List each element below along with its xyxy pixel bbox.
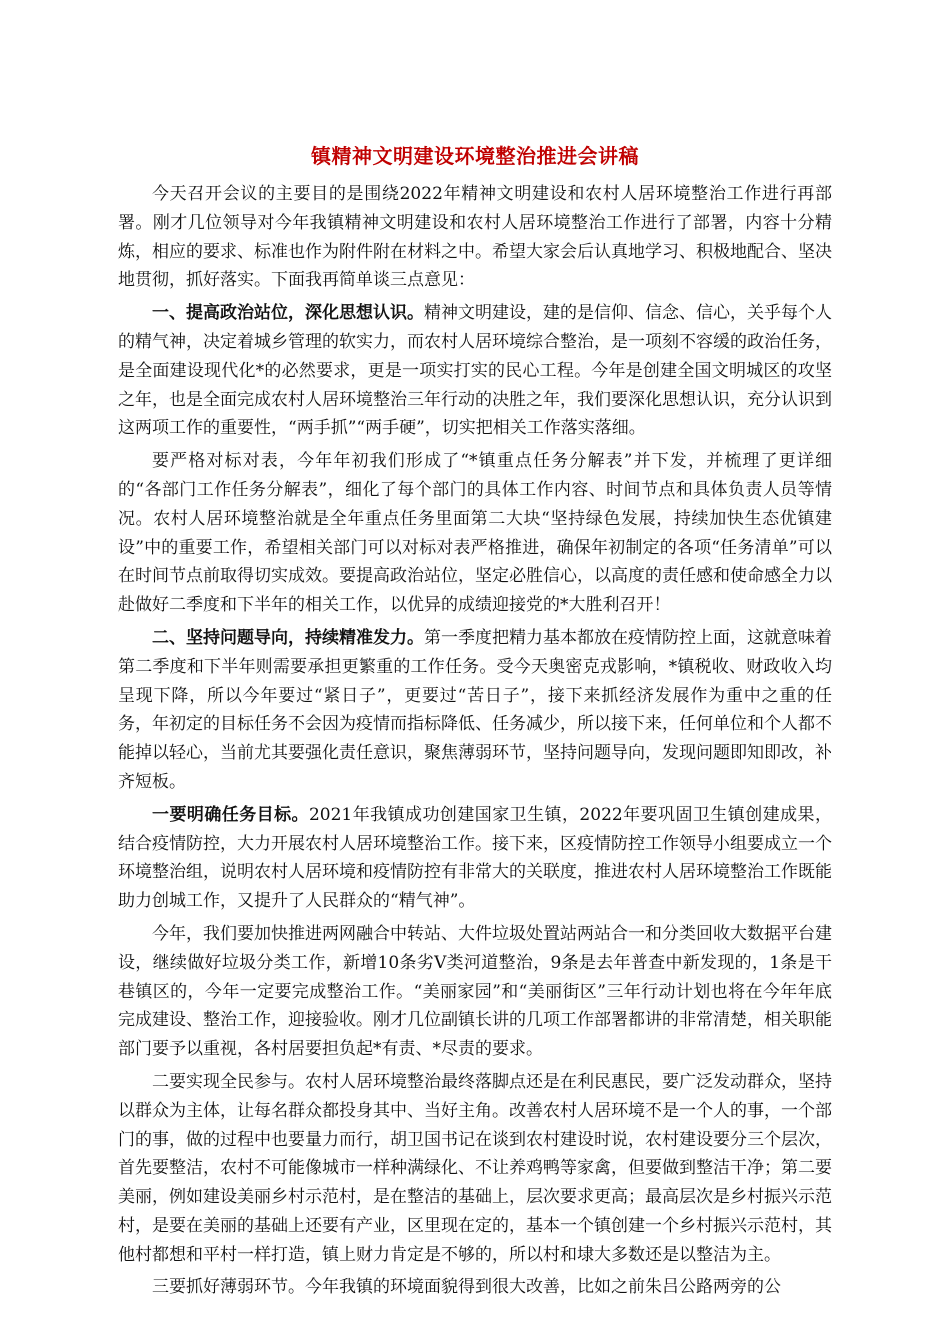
body-paragraph <box>118 920 832 1064</box>
paragraph-lead-heading: 一、提高政治站位，深化思想认识。 <box>152 303 424 324</box>
paragraph-text: 第一季度把精力基本都放在疫情防控上面，这就意味着第二季度和下半年则需要承担更繁重的工作任务。受今天奥密克戎影响，*镇税收、财政收入均呈现下降，所以今年要过“紧日子”，更要过“苦日子”，接下来抓经济发展作为重中之重的任务，年初定的目标任务不会因为疫情而指标降低、任务减少，所以接下来，任何单位和个人都不能掉以轻心，当前尤其要强化责任意识，聚焦薄弱环节，坚持问题导向，发现问题即知即改，补齐短板。 <box>118 627 832 792</box>
paragraph-lead-heading: 二、坚持问题导向，持续精准发力。 <box>152 627 424 648</box>
body-paragraph <box>118 447 832 620</box>
body-paragraph <box>118 1273 832 1302</box>
paragraph-text: 今年，我们要加快推进两网融合中转站、大件垃圾处置站两站合一和分类回收大数据平台建设，继续做好垃圾分类工作，新增10条劣Ⅴ类河道整治，9条是去年普查中新发现的，1条是干巷镇区的，今年一定要完成整治工作。“美丽家园”和“美丽街区”三年行动计划也将在今年年底完成建设、整治工作，迎接验收。刚才几位副镇长讲的几项工作部署都讲的非常清楚，相关职能部门要予以重视，各村居要担负起*有责、*尽责的要求。 <box>118 923 832 1060</box>
paragraph-lead-heading: 一要明确任务目标。 <box>152 804 309 825</box>
paragraph-text: 二要实现全民参与。农村人居环境整治最终落脚点还是在利民惠民，要广泛发动群众，坚持以群众为主体，让每名群众都投身其中、当好主角。改善农村人居环境不是一个人的事，一个部门的事，做的过程中也要量力而行，胡卫国书记在谈到农村建设时说，农村建设要分三个层次，首先要整洁，农村不可能像城市一样种满绿化、不让养鸡鸭等家禽，但要做到整洁干净；第二要美丽，例如建设美丽乡村示范村，是在整洁的基础上，层次要求更高；最高层次是乡村振兴示范村，是要在美丽的基础上还要有产业，区里现在定的，基本一个镇创建一个乡村振兴示范村，其他村都想和平村一样打造，镇上财力肯定是不够的，所以村和埭大多数还是以整洁为主。 <box>118 1071 832 1265</box>
paragraph-text: 今天召开会议的主要目的是围绕2022年精神文明建设和农村人居环境整治工作进行再部署。刚才几位领导对今年我镇精神文明建设和农村人居环境整治工作进行了部署，内容十分精炼，相应的要求、标准也作为附件附在材料之中。希望大家会后认真地学习、积极地配合、坚决地贯彻，抓好落实。下面我再简单谈三点意见： <box>118 184 832 291</box>
paragraph-text: 精神文明建设，建的是信仰、信念、信心，关乎每个人的精气神，决定着城乡管理的软实力，而农村人居环境综合整治，是一项刻不容缓的政治任务，是全面建设现代化*的必然要求，更是一项实打实的民心工程。今年是创建全国文明城区的攻坚之年，也是全面完成农村人居环境整治三年行动的决胜之年，我们要深化思想认识，充分认识到这两项工作的重要性，“两手抓”“两手硬”，切实把相关工作落实落细。 <box>118 303 832 439</box>
body-paragraph <box>118 180 832 295</box>
body-paragraph <box>118 624 832 797</box>
body-paragraph <box>118 1068 832 1270</box>
document-body <box>118 180 832 1306</box>
document-title: 镇精神文明建设环境整治推进会讲稿 <box>311 144 639 168</box>
paragraph-text: 2021年我镇成功创建国家卫生镇，2022年要巩固卫生镇创建成果，结合疫情防控，大力开展农村人居环境整治工作。接下来，区疫情防控工作领导小组要成立一个环境整治组，说明农村人居环境和疫情防控有非常大的关联度，推进农村人居环境整治工作既能助力创城工作，又提升了人民群众的“精气神”。 <box>118 804 833 912</box>
paragraph-text: 三要抓好薄弱环节。今年我镇的环境面貌得到很大改善，比如之前朱吕公路两旁的公 <box>152 1277 781 1298</box>
body-paragraph <box>118 801 832 916</box>
body-paragraph <box>118 299 832 443</box>
paragraph-text: 要严格对标对表，今年年初我们形成了“*镇重点任务分解表”并下发，并梳理了更详细的“各部门工作任务分解表”，细化了每个部门的具体工作内容、时间节点和具体负责人员等情况。农村人居环境整治就是全年重点任务里面第二大块“坚持绿色发展，持续加快生态优镇建设”中的重要工作，希望相关部门可以对标对表严格推进，确保年初制定的各项“任务清单”可以在时间节点前取得切实成效。要提高政治站位，坚定必胜信心，以高度的责任感和使命感全力以赴做好二季度和下半年的相关工作，以优异的成绩迎接党的*大胜利召开！ <box>118 451 832 616</box>
